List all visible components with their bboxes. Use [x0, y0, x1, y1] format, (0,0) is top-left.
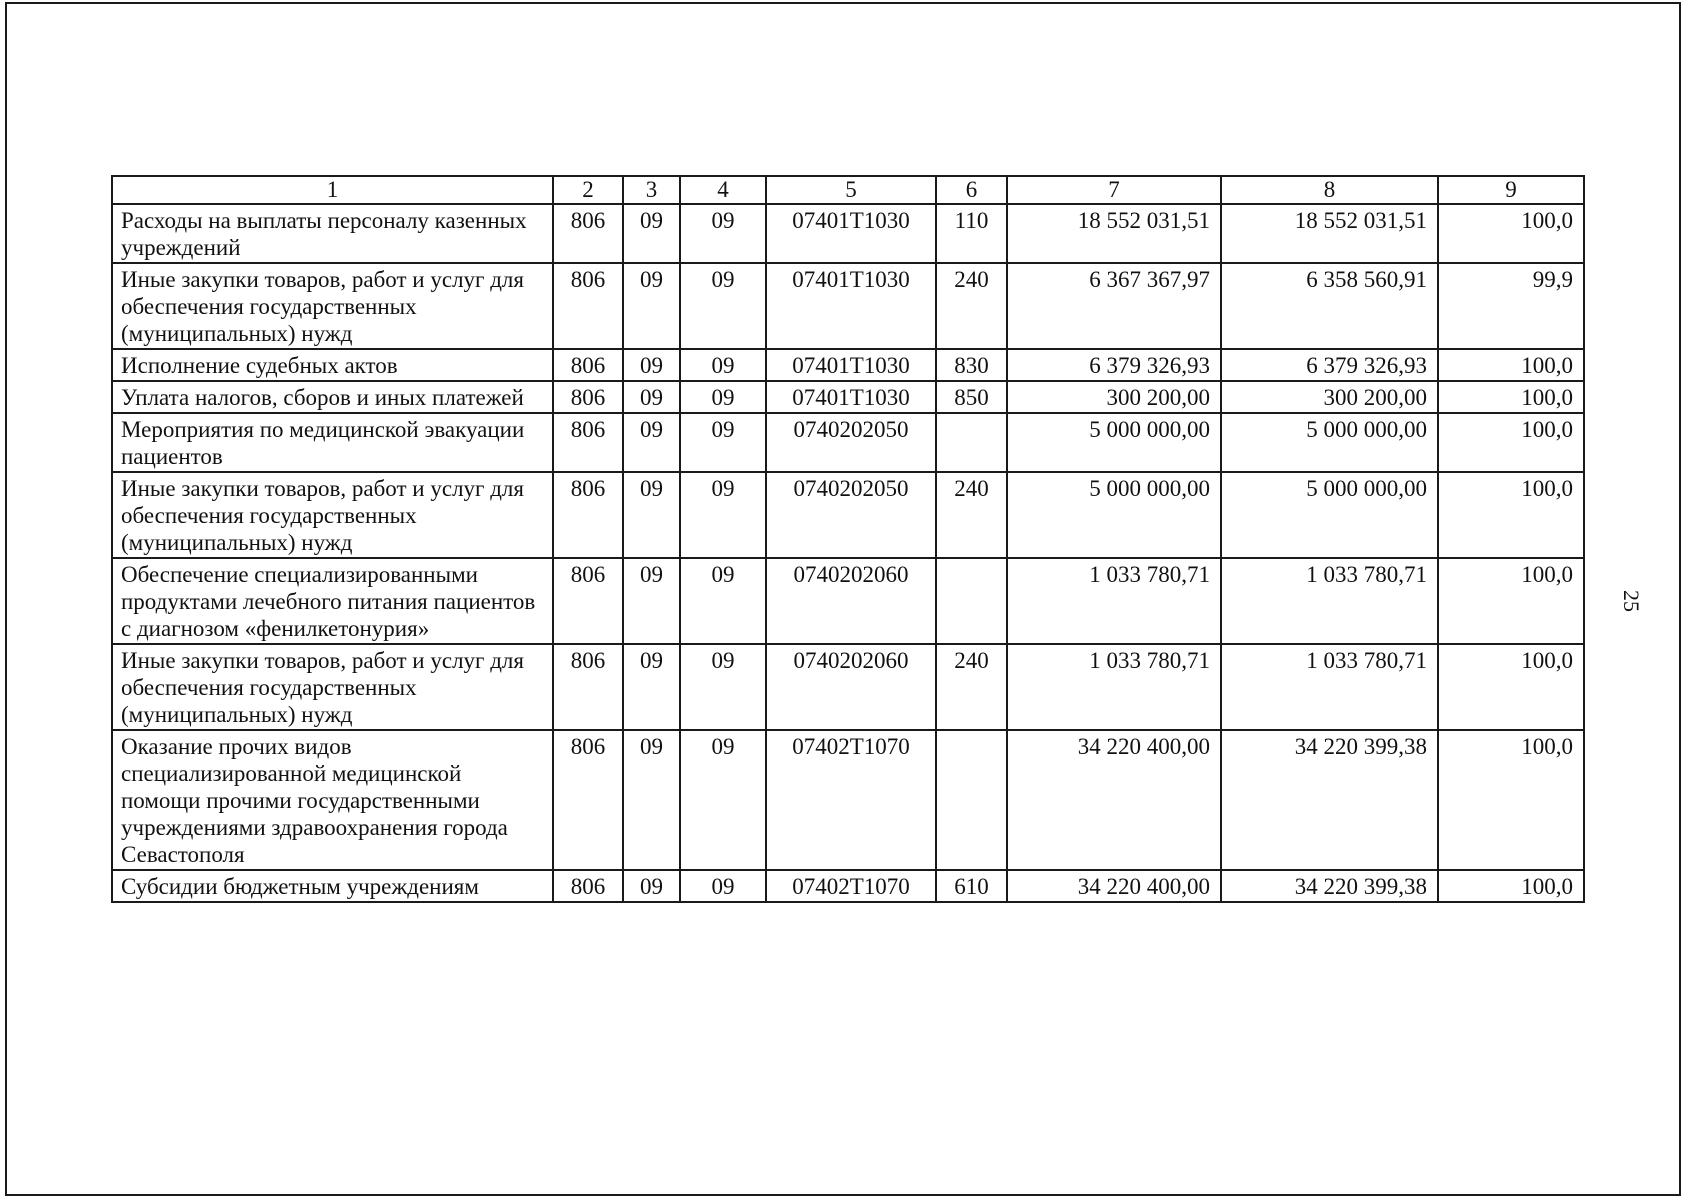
section-code-cell: 09	[623, 204, 680, 263]
expense-name-cell: Мероприятия по медицинской эвакуации пациентов	[112, 413, 553, 472]
ministry-code-cell: 806	[553, 413, 623, 472]
subsection-code-cell: 09	[680, 204, 766, 263]
section-code-cell: 09	[623, 349, 680, 381]
subsection-code-cell: 09	[680, 413, 766, 472]
target-article-cell: 0740202050	[766, 413, 936, 472]
executed-amount-cell: 6 379 326,93	[1221, 349, 1438, 381]
subsection-code-cell: 09	[680, 730, 766, 870]
executed-amount-cell: 34 220 399,38	[1221, 870, 1438, 902]
execution-percent-cell: 100,0	[1438, 413, 1584, 472]
expense-type-cell: 240	[936, 472, 1007, 558]
expense-name-cell: Субсидии бюджетным учреждениям	[112, 870, 553, 902]
column-header-4: 4	[680, 176, 766, 204]
table-row	[112, 204, 1584, 263]
budget-execution-table	[111, 175, 1585, 903]
expense-type-cell: 240	[936, 644, 1007, 730]
expense-name-cell: Исполнение судебных актов	[112, 349, 553, 381]
table-row	[112, 644, 1584, 730]
ministry-code-cell: 806	[553, 558, 623, 644]
expense-type-cell	[936, 558, 1007, 644]
target-article-cell: 0740202050	[766, 472, 936, 558]
expense-type-cell	[936, 413, 1007, 472]
subsection-code-cell: 09	[680, 870, 766, 902]
column-header-3: 3	[623, 176, 680, 204]
target-article-cell: 07401Т1030	[766, 349, 936, 381]
page-number: 25	[1619, 590, 1644, 612]
column-header-6: 6	[936, 176, 1007, 204]
target-article-cell: 07401Т1030	[766, 204, 936, 263]
expense-type-cell: 610	[936, 870, 1007, 902]
execution-percent-cell: 100,0	[1438, 349, 1584, 381]
planned-amount-cell: 1 033 780,71	[1007, 644, 1221, 730]
subsection-code-cell: 09	[680, 644, 766, 730]
column-header-9: 9	[1438, 176, 1584, 204]
expense-name-cell: Иные закупки товаров, работ и услуг для обеспечения государственных (муниципальных) нужд	[112, 263, 553, 349]
planned-amount-cell: 5 000 000,00	[1007, 472, 1221, 558]
planned-amount-cell: 6 367 367,97	[1007, 263, 1221, 349]
target-article-cell: 07402Т1070	[766, 870, 936, 902]
expense-type-cell: 850	[936, 381, 1007, 413]
executed-amount-cell: 300 200,00	[1221, 381, 1438, 413]
column-header-8: 8	[1221, 176, 1438, 204]
table-row	[112, 472, 1584, 558]
header-row	[112, 176, 1584, 204]
target-article-cell: 0740202060	[766, 644, 936, 730]
ministry-code-cell: 806	[553, 644, 623, 730]
section-code-cell: 09	[623, 870, 680, 902]
subsection-code-cell: 09	[680, 349, 766, 381]
target-article-cell: 0740202060	[766, 558, 936, 644]
planned-amount-cell: 1 033 780,71	[1007, 558, 1221, 644]
planned-amount-cell: 18 552 031,51	[1007, 204, 1221, 263]
subsection-code-cell: 09	[680, 381, 766, 413]
ministry-code-cell: 806	[553, 870, 623, 902]
expense-name-cell: Иные закупки товаров, работ и услуг для обеспечения государственных (муниципальных) нужд	[112, 472, 553, 558]
executed-amount-cell: 1 033 780,71	[1221, 644, 1438, 730]
planned-amount-cell: 300 200,00	[1007, 381, 1221, 413]
section-code-cell: 09	[623, 263, 680, 349]
table-row	[112, 413, 1584, 472]
ministry-code-cell: 806	[553, 263, 623, 349]
column-header-1: 1	[112, 176, 553, 204]
expense-name-cell: Оказание прочих видов специализированной медицинской помощи прочими государственными учреждениями здравоохранения города Севастополя	[112, 730, 553, 870]
execution-percent-cell: 100,0	[1438, 644, 1584, 730]
planned-amount-cell: 6 379 326,93	[1007, 349, 1221, 381]
table-row	[112, 349, 1584, 381]
expense-name-cell: Иные закупки товаров, работ и услуг для обеспечения государственных (муниципальных) нужд	[112, 644, 553, 730]
expense-type-cell: 830	[936, 349, 1007, 381]
table-body	[112, 204, 1584, 902]
execution-percent-cell: 100,0	[1438, 472, 1584, 558]
execution-percent-cell: 99,9	[1438, 263, 1584, 349]
planned-amount-cell: 5 000 000,00	[1007, 413, 1221, 472]
expense-type-cell: 110	[936, 204, 1007, 263]
expense-name-cell: Расходы на выплаты персоналу казенных учреждений	[112, 204, 553, 263]
executed-amount-cell: 1 033 780,71	[1221, 558, 1438, 644]
executed-amount-cell: 5 000 000,00	[1221, 413, 1438, 472]
execution-percent-cell: 100,0	[1438, 730, 1584, 870]
expense-name-cell: Обеспечение специализированными продуктами лечебного питания пациентов с диагнозом «фенилкетонурия»	[112, 558, 553, 644]
execution-percent-cell: 100,0	[1438, 204, 1584, 263]
execution-percent-cell: 100,0	[1438, 558, 1584, 644]
ministry-code-cell: 806	[553, 381, 623, 413]
target-article-cell: 07402Т1070	[766, 730, 936, 870]
executed-amount-cell: 5 000 000,00	[1221, 472, 1438, 558]
ministry-code-cell: 806	[553, 349, 623, 381]
ministry-code-cell: 806	[553, 730, 623, 870]
table-row	[112, 558, 1584, 644]
table-row	[112, 381, 1584, 413]
planned-amount-cell: 34 220 400,00	[1007, 870, 1221, 902]
execution-percent-cell: 100,0	[1438, 870, 1584, 902]
table-row	[112, 730, 1584, 870]
table-header	[112, 176, 1584, 204]
table-row	[112, 870, 1584, 902]
executed-amount-cell: 34 220 399,38	[1221, 730, 1438, 870]
section-code-cell: 09	[623, 730, 680, 870]
section-code-cell: 09	[623, 558, 680, 644]
executed-amount-cell: 6 358 560,91	[1221, 263, 1438, 349]
table-row	[112, 263, 1584, 349]
section-code-cell: 09	[623, 472, 680, 558]
subsection-code-cell: 09	[680, 263, 766, 349]
expense-type-cell	[936, 730, 1007, 870]
column-header-2: 2	[553, 176, 623, 204]
section-code-cell: 09	[623, 644, 680, 730]
target-article-cell: 07401Т1030	[766, 381, 936, 413]
ministry-code-cell: 806	[553, 204, 623, 263]
column-header-7: 7	[1007, 176, 1221, 204]
target-article-cell: 07401Т1030	[766, 263, 936, 349]
section-code-cell: 09	[623, 413, 680, 472]
execution-percent-cell: 100,0	[1438, 381, 1584, 413]
expense-type-cell: 240	[936, 263, 1007, 349]
executed-amount-cell: 18 552 031,51	[1221, 204, 1438, 263]
planned-amount-cell: 34 220 400,00	[1007, 730, 1221, 870]
column-header-5: 5	[766, 176, 936, 204]
subsection-code-cell: 09	[680, 472, 766, 558]
section-code-cell: 09	[623, 381, 680, 413]
expense-name-cell: Уплата налогов, сборов и иных платежей	[112, 381, 553, 413]
ministry-code-cell: 806	[553, 472, 623, 558]
subsection-code-cell: 09	[680, 558, 766, 644]
